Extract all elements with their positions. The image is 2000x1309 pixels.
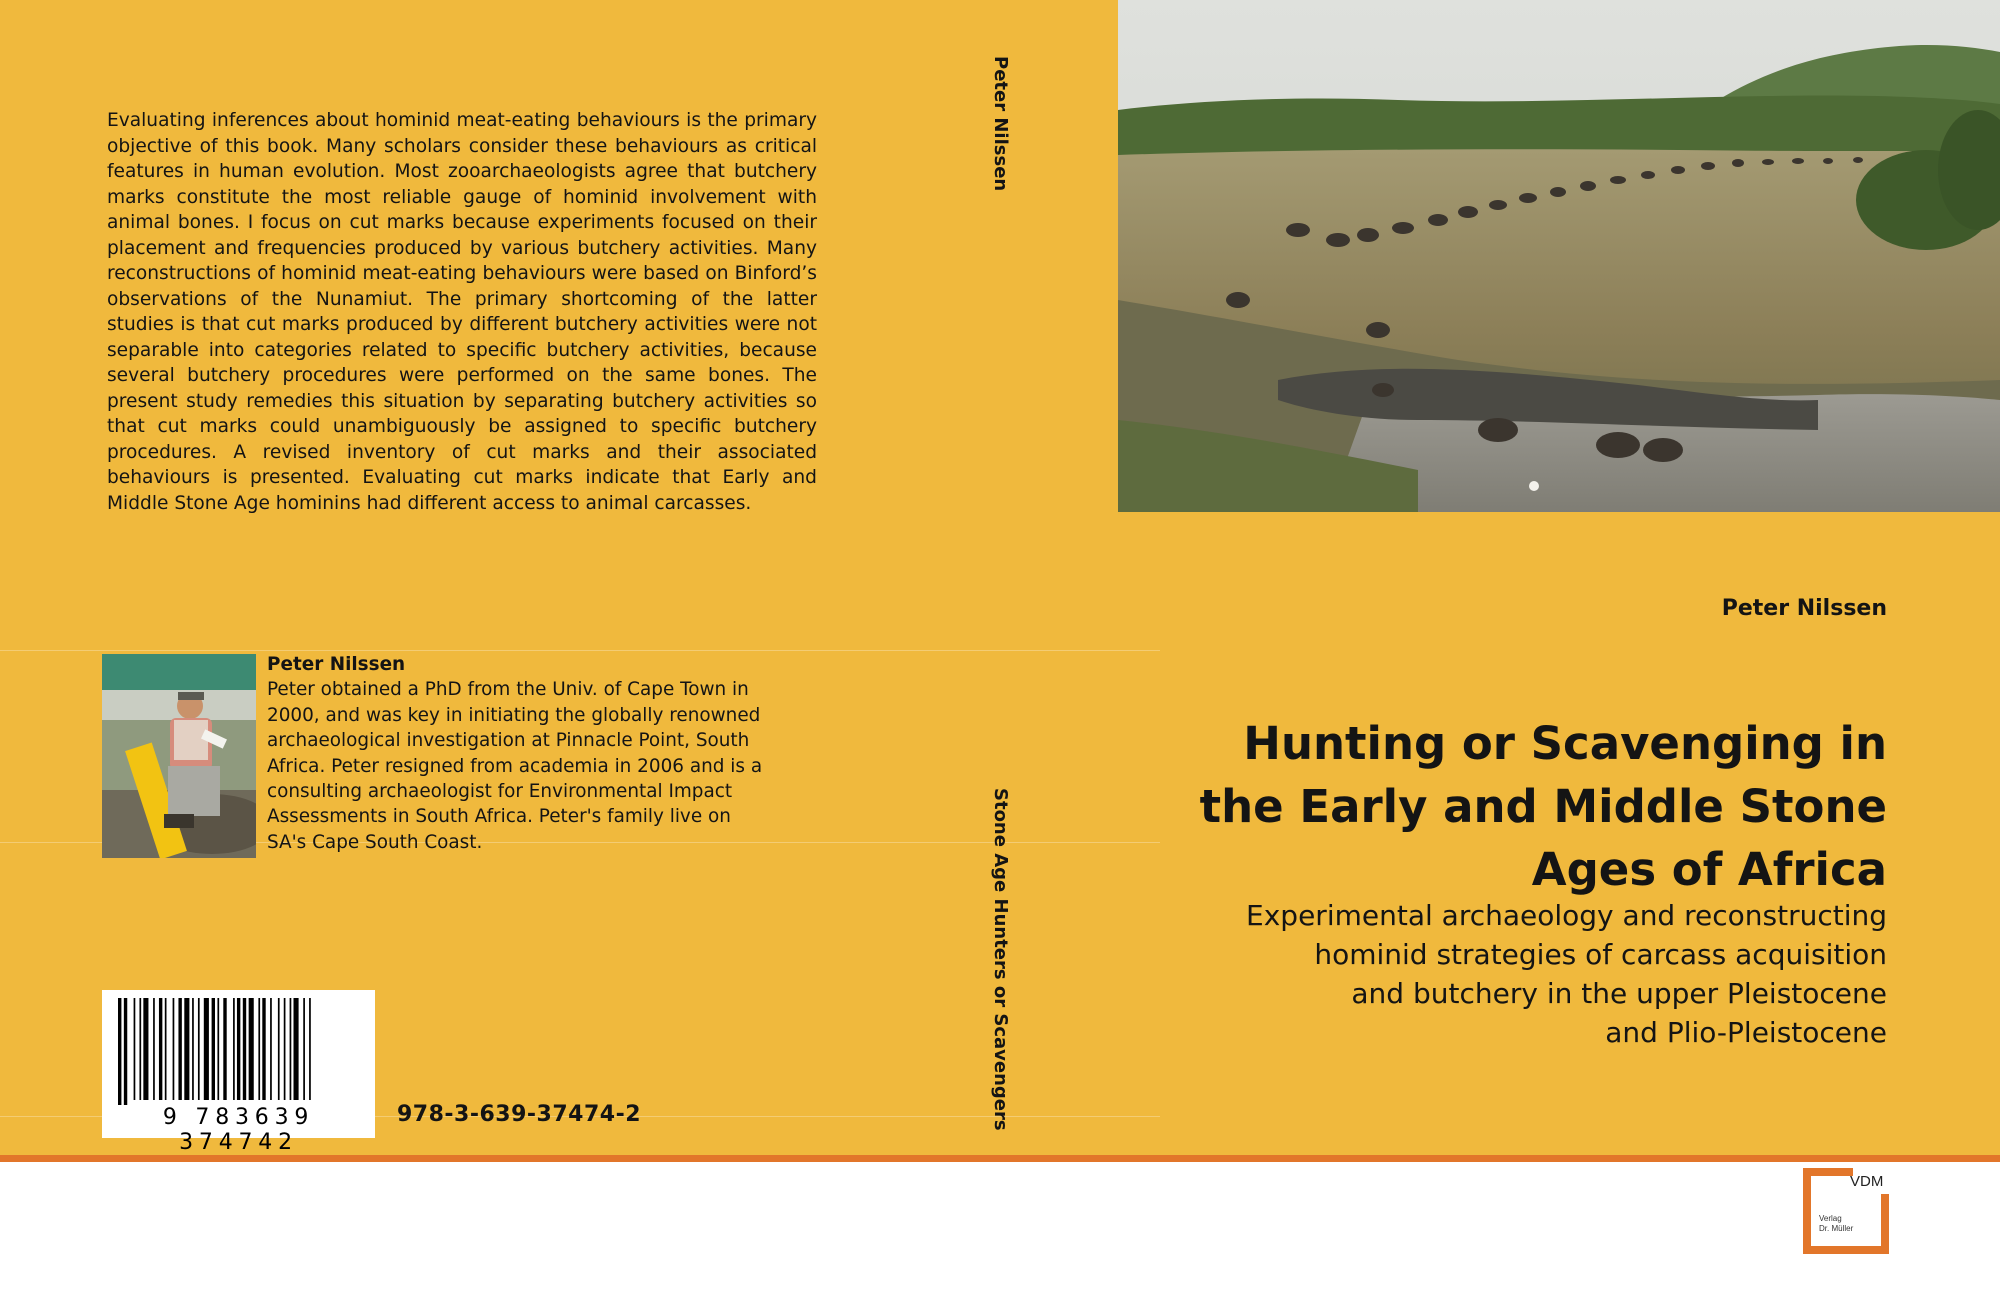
cover-bottom-rule — [0, 1155, 2000, 1162]
front-title-line: Hunting or Scavenging in — [1243, 717, 1887, 770]
barcode-bars — [102, 990, 375, 1105]
barcode-bar — [217, 998, 219, 1100]
back-cover-blurb: Evaluating inferences about hominid meat-eating behaviours is the primary objective of this book. Many scholars consider these behaviours as critical features in human evolution. Most zooarchaeologists agree that butchery marks constitute the most reliable gauge of hominid involvement with animal bones. I focus on cut marks because experiments focused on their placement and frequencies produced by various butchery activities. Many reconstructions of hominid meat-eating behaviours were based on Binford’s observations of the Nunamiut. The primary shortcoming of the latter studies is that cut marks produced by different butchery activities were not separable into categories related to specific butchery activities, because several butchery procedures were performed on the same bones. The present study remedies this situation by separating butchery activities so that cut marks could unambiguously be assigned to specific butchery procedures. A revised inventory of cut marks and their associated behaviours is presented. Evaluating cut marks indicate that Early and Middle Stone Age hominins had different access to animal carcasses. — [107, 110, 817, 514]
barcode-bar — [198, 998, 200, 1100]
barcode-bar — [118, 998, 121, 1105]
barcode-bar — [204, 998, 209, 1100]
barcode-bar — [178, 998, 181, 1100]
barcode-bar — [159, 998, 162, 1100]
front-title-line: Ages of Africa — [1531, 843, 1887, 896]
publisher-logo-subtext: Verlag Dr. Müller — [1819, 1214, 1854, 1233]
author-bio-text: Peter obtained a PhD from the Univ. of Cape Town in 2000, and was key in initiating the globally renowned archaeological investigation at Pinnacle Point, South Africa. Peter resigned from academia in 2006 and is a consulting archaeologist for Environmental Impact Assessments in South Africa. Peter's family live on SA's Cape South Coast. — [267, 679, 763, 853]
barcode-bar — [262, 998, 265, 1100]
front-title — [1167, 712, 1887, 901]
author-photo — [102, 654, 256, 858]
barcode-bar — [249, 998, 254, 1100]
barcode-bar — [237, 998, 240, 1100]
barcode-bar — [258, 998, 260, 1100]
front-subtitle-line: Experimental archaeology and reconstructing — [1246, 899, 1887, 932]
barcode-bar — [153, 998, 155, 1100]
barcode-digits: 9 783639 374742 — [162, 1105, 315, 1155]
spine-title: Stone Age Hunters or Scavengers — [990, 788, 1011, 1131]
front-author: Peter Nilssen — [1721, 596, 1887, 621]
barcode-bar — [212, 998, 215, 1100]
cover-photo — [1118, 0, 2000, 512]
panel-divider — [0, 650, 1160, 651]
front-subtitle — [1167, 896, 1887, 1052]
bottom-white-band — [0, 1162, 2000, 1309]
front-subtitle-line: and butchery in the upper Pleistocene — [1351, 977, 1887, 1010]
savanna-wildebeest-illustration — [1118, 0, 2000, 512]
barcode-bar — [294, 998, 299, 1100]
barcode-bar — [223, 998, 226, 1100]
front-title-line: the Early and Middle Stone — [1199, 780, 1887, 833]
barcode-bar — [284, 998, 286, 1100]
front-subtitle-line: and Plio-Pleistocene — [1605, 1016, 1887, 1049]
barcode-bar — [173, 998, 175, 1100]
author-bio — [267, 652, 767, 855]
barcode-bar — [233, 998, 235, 1100]
barcode-bar — [165, 998, 167, 1100]
barcode-bar — [270, 998, 272, 1100]
barcode-bar — [124, 998, 127, 1105]
barcode-bar — [184, 998, 189, 1100]
barcode-bar — [303, 998, 305, 1100]
author-bio-name: Peter Nilssen — [267, 654, 406, 675]
front-subtitle-line: hominid strategies of carcass acquisition — [1314, 938, 1887, 971]
barcode-bar — [290, 998, 292, 1100]
isbn-number: 978-3-639-37474-2 — [397, 1102, 642, 1127]
barcode-bar — [243, 998, 246, 1100]
publisher-logo-word: VDM — [1850, 1173, 1884, 1190]
barcode-bar — [278, 998, 280, 1100]
barcode — [102, 990, 375, 1155]
barcode-bar — [139, 998, 141, 1100]
spine-author: Peter Nilssen — [990, 56, 1011, 192]
publisher-logo — [1803, 1168, 1889, 1254]
barcode-bar — [143, 998, 148, 1100]
barcode-bar — [134, 998, 136, 1100]
barcode-bar — [309, 998, 311, 1100]
barcode-bar — [192, 998, 194, 1100]
author-photo-illustration — [102, 654, 256, 858]
